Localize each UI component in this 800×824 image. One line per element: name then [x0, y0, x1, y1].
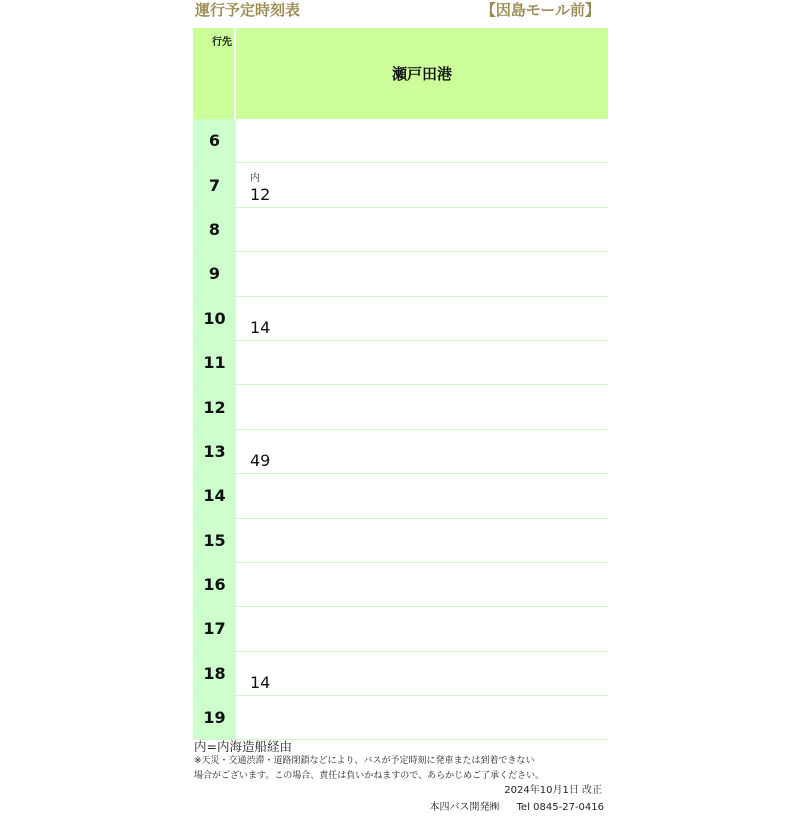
- minutes-cell: [236, 652, 608, 695]
- notice-line-1: ※天災・交通渋滞・道路閉鎖などにより、バスが予定時刻に発車または到着できない: [194, 756, 535, 767]
- minutes-cell: [236, 208, 608, 251]
- hour-label: 15: [193, 519, 236, 562]
- header: [193, 0, 608, 28]
- hour-rows: [193, 119, 608, 740]
- hour-row: [193, 252, 608, 296]
- hour-label: 9: [193, 252, 236, 295]
- hour-row: [193, 430, 608, 474]
- legend: 内=内海造船経由: [194, 739, 292, 755]
- minutes-cell: [236, 385, 608, 428]
- minutes-cell: [236, 607, 608, 650]
- page-title: 運行予定時刻表: [195, 1, 301, 19]
- hour-row: [193, 607, 608, 651]
- minutes-cell: [236, 474, 608, 517]
- departure-minute: 14: [250, 673, 271, 693]
- destination-label-cell: [193, 28, 236, 119]
- revision-date: 2024年10月1日 改正: [504, 785, 602, 797]
- destination-name: 瀬戸田港: [391, 65, 452, 83]
- hour-row: [193, 208, 608, 252]
- destination-label: 行先: [212, 37, 232, 48]
- hour-label: 11: [193, 341, 236, 384]
- hour-label: 13: [193, 430, 236, 473]
- hour-row: [193, 163, 608, 207]
- hour-label: 17: [193, 607, 236, 650]
- hour-row: [193, 696, 608, 740]
- hour-label: 19: [193, 696, 236, 739]
- hour-row: [193, 119, 608, 163]
- hour-row: [193, 297, 608, 341]
- timetable: [193, 28, 608, 740]
- departure-minute: 12: [250, 184, 271, 204]
- minutes-cell: [236, 252, 608, 295]
- footer: [193, 740, 608, 818]
- operator-phone: Tel 0845-27-0416: [516, 802, 604, 814]
- departure-minute: 14: [250, 317, 271, 337]
- minutes-cell: [236, 430, 608, 473]
- hour-label: 12: [193, 385, 236, 428]
- operator-name: 本四バス開発㈱: [429, 802, 500, 814]
- notice-line-2: 場合がございます。この場合、責任は負いかねますので、あらかじめご了承ください。: [194, 771, 545, 782]
- departure-minute: 49: [250, 451, 271, 471]
- timetable-page: [193, 0, 608, 818]
- bus-stop-name: 【因島モール前】: [480, 1, 600, 19]
- destination-header-row: [193, 28, 608, 119]
- hour-row: [193, 519, 608, 563]
- hour-row: [193, 563, 608, 607]
- hour-row: [193, 652, 608, 696]
- minutes-cell: [236, 163, 608, 206]
- hour-label: 14: [193, 474, 236, 517]
- hour-label: 18: [193, 652, 236, 695]
- departure-entry: [250, 169, 270, 203]
- route-mark: 内: [250, 172, 260, 184]
- minutes-cell: [236, 519, 608, 562]
- operator-info: [193, 798, 608, 818]
- hour-label: 6: [193, 119, 236, 162]
- departure-entry: [250, 317, 271, 337]
- hour-label: 16: [193, 563, 236, 606]
- hour-row: [193, 474, 608, 518]
- minutes-cell: [236, 119, 608, 162]
- departure-entry: [250, 453, 270, 469]
- hour-row: [193, 341, 608, 385]
- hour-row: [193, 385, 608, 429]
- minutes-cell: [236, 341, 608, 384]
- hour-label: 10: [193, 297, 236, 340]
- minutes-cell: [236, 297, 608, 340]
- hour-label: 8: [193, 208, 236, 251]
- departure-entry: [250, 675, 270, 691]
- destination-cell: [236, 28, 608, 119]
- hour-label: 7: [193, 163, 236, 206]
- minutes-cell: [236, 696, 608, 739]
- minutes-cell: [236, 563, 608, 606]
